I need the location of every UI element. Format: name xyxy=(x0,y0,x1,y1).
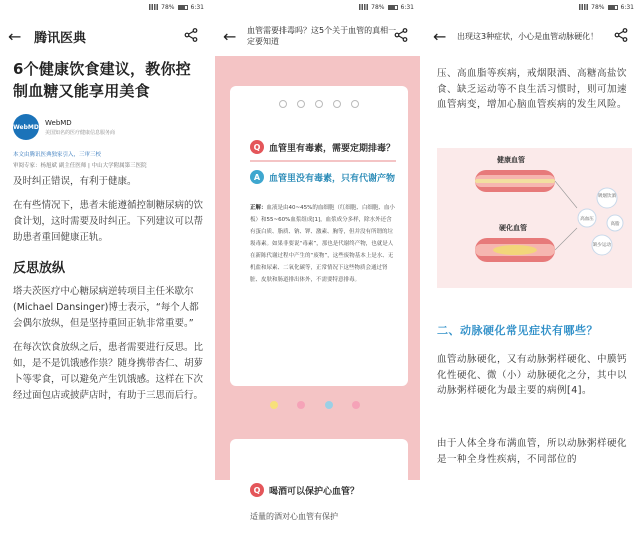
article-paragraph: 压、高血脂等疾病，戒烟限酒、高糖高盐饮食、缺乏运动等不良生活习惯时，则可加速血管病变，增加心脑血管疾病的发生风险。 xyxy=(437,68,628,110)
battery-icon xyxy=(608,5,618,10)
ring-icon xyxy=(351,100,359,108)
ring-icon xyxy=(297,100,305,108)
top-bar xyxy=(215,16,420,56)
status-bar xyxy=(215,0,420,14)
risk-label: 缺少运动 xyxy=(593,243,611,248)
healthy-vessel-label: 健康血管 xyxy=(497,156,525,164)
article-paragraph: 塔夫茨医疗中心糖尿病逆转项目主任米歇尔(Michael Dansinger)博士表示，“每个人都会偶尔放纵，但是坚持重回正轨非常重要。” xyxy=(13,286,199,329)
reviewer-line: 审阅专家：杨旭斌 副主任医师 | 中山大学附属第三医院 xyxy=(13,163,147,169)
top-bar xyxy=(0,16,210,56)
explanation-label: 正解： xyxy=(250,205,267,211)
infographic-background xyxy=(215,56,420,521)
divider xyxy=(250,160,396,162)
question-badge: Q xyxy=(250,483,264,497)
signal-icon xyxy=(579,4,588,10)
share-icon[interactable] xyxy=(184,28,198,42)
back-arrow-icon[interactable]: ← xyxy=(8,26,22,46)
dot-icon xyxy=(297,401,305,409)
question-row xyxy=(250,483,398,497)
question-text: 血管里有毒素，需要定期排毒？ xyxy=(269,143,396,154)
app-title: 腾讯医典 xyxy=(34,30,87,46)
share-icon[interactable] xyxy=(614,28,628,42)
question-badge: Q xyxy=(250,140,264,154)
share-icon[interactable] xyxy=(394,28,408,42)
article-title: 血管需要排毒吗？这5个关于血管的真相一定要知道 xyxy=(247,26,397,46)
section-heading: 反思放纵 xyxy=(13,261,66,276)
top-bar xyxy=(425,16,640,56)
decorative-hearts xyxy=(260,401,370,409)
clock: 6:31 xyxy=(620,3,634,11)
article-title: 出现这3种症状，小心是血管动脉硬化！ xyxy=(457,31,599,41)
source-description: 美国知名的医疗健康信息服务商 xyxy=(45,129,116,136)
answer-text: 血管里没有毒素，只有代谢产物 xyxy=(269,173,396,184)
article-paragraph: 及时纠正错误，有利于健康。 xyxy=(13,176,137,187)
plaque-shape xyxy=(493,245,537,255)
vessel-illustration-svg xyxy=(437,148,632,288)
article-paragraph: 在有些情况下，患者未能遵循控制糖尿病的饮食计划，这时需要及时纠正。下列建议可以帮助患者重回健康正轨。 xyxy=(13,200,204,243)
hardened-vessel-label: 硬化血管 xyxy=(499,224,527,232)
source-name: WebMD xyxy=(45,118,72,127)
dot-icon xyxy=(352,401,360,409)
explanation-body: 适量的酒对心血管有保护 xyxy=(250,512,338,521)
explanation-body: 血液是由40~45%的血细胞（红细胞、白细胞、血小板）和55~60%血浆组成[1]，血浆成分多样，除水外还含有蛋白质、脂质、钠、钾、激素、胸等，但并没有所谓的垃圾毒素。如果非要说“毒素”，那也是代谢终产物，也就是人在新陈代谢过程中产生的“废物”，这些废物基本上是水、无机盐和尿素、二氧化碳等，正常情况下这些物质会通过肾脏、皮肤和肠道排出体外，不需要特意排毒。 xyxy=(250,205,395,283)
clock: 6:31 xyxy=(190,3,204,11)
answer-badge: A xyxy=(250,170,264,184)
article-paragraph: 在每次饮食放纵之后，患者需要进行反思。比如，是不是饥饿感作祟？随身携带杏仁、胡萝卜等零食，可以避免产生饥饿感。这样在下次经过面包店或披萨店时，有助于三思而后行。 xyxy=(13,342,204,401)
battery-icon xyxy=(388,5,398,10)
healthy-vessel-flow xyxy=(475,179,555,183)
article-headline: 6个健康饮食建议，教你控制血糖又能享用美食 xyxy=(13,60,191,100)
status-bar xyxy=(0,0,210,14)
risk-label: 高脂 xyxy=(610,222,620,227)
battery-percent: 78% xyxy=(161,3,175,11)
review-note: 本文由腾讯医典独家引入，三审三校 xyxy=(13,152,102,158)
ring-icon xyxy=(279,100,287,108)
connector-line xyxy=(555,181,577,208)
binder-rings xyxy=(274,100,364,108)
back-arrow-icon[interactable]: ← xyxy=(433,26,447,46)
question-text: 喝酒可以保护心血管？ xyxy=(269,486,360,497)
back-arrow-icon[interactable]: ← xyxy=(223,26,237,46)
risk-label: 吸烟饮酒 xyxy=(598,194,616,199)
qa-card xyxy=(230,439,408,549)
status-bar xyxy=(425,0,640,14)
battery-icon xyxy=(178,5,188,10)
question-row xyxy=(250,140,398,154)
clock: 6:31 xyxy=(400,3,414,11)
dot-icon xyxy=(325,401,333,409)
ring-icon xyxy=(315,100,323,108)
article-panel-vessels xyxy=(215,0,420,521)
battery-percent: 78% xyxy=(371,3,385,11)
ring-icon xyxy=(333,100,341,108)
article-paragraph: 由于人体全身布满血管，所以动脉粥样硬化是一种全身性疾病，不同部位的 xyxy=(437,438,628,465)
article-panel-arteriosclerosis xyxy=(425,0,640,480)
section-heading: 二、动脉硬化常见症状有哪些？ xyxy=(437,324,598,337)
signal-icon xyxy=(149,4,158,10)
risk-label: 高血压 xyxy=(580,217,594,222)
vessel-illustration xyxy=(437,148,632,288)
article-paragraph: 血管动脉硬化，又有动脉粥样硬化、中膜钙化性硬化、微（小）动脉硬化之分，其中以动脉粥样硬化为最主要的病例[4]。 xyxy=(437,354,628,396)
qa-card xyxy=(230,86,408,386)
explanation-text xyxy=(250,202,396,286)
connector-line xyxy=(555,228,577,250)
webmd-logo: WebMD xyxy=(13,114,39,140)
battery-percent: 78% xyxy=(591,3,605,11)
source-row[interactable] xyxy=(13,114,203,140)
dot-icon xyxy=(270,401,278,409)
article-panel-diet xyxy=(0,0,210,480)
answer-row xyxy=(250,170,398,184)
signal-icon xyxy=(359,4,368,10)
